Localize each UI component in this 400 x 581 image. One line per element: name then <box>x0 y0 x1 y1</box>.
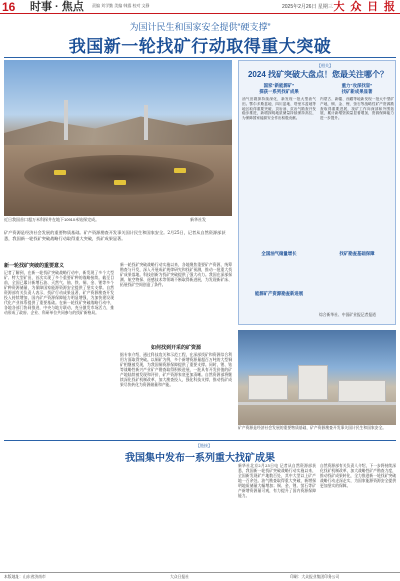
plant-photo <box>238 330 396 425</box>
sidebar-heading-3: 全国油气储量增长 <box>261 251 297 256</box>
photo-truck <box>114 180 126 185</box>
main-headline: 我国新一轮找矿行动取得重大突破 <box>68 37 332 56</box>
photo-truck <box>174 168 186 173</box>
newspaper-logo: 大 众 日 报 <box>333 0 396 13</box>
sidebar-box <box>238 60 396 325</box>
page-footer <box>0 572 400 581</box>
sidebar-title: 2024 找矿突破大盘点！您最关注哪个？ <box>247 70 389 79</box>
footer-mid: 大众日报社 <box>170 575 189 579</box>
photo-tower <box>144 105 148 140</box>
photo-tower <box>64 100 68 140</box>
col2-text: 新一轮找矿突破战略行动实施以来，各地聚焦重要矿产资源，统筹勘查与开发，深入开展成矿规律研究和找矿预测，推动一批重大找矿成果落地。科技创新为找矿突破提供了强大动力。我国在深部探测、航空物探、遥感技术等领域不断取得新进展，为发现新矿床、拓展找矿空间创造了条件。 <box>120 262 232 287</box>
bottom-text-left: 新华社北京2月25日电 记者从自然资源部获悉，我国新一轮找矿突破战略行动实施以来，全国新发现矿产地数百处，其中大型以上矿产地一百余处。油气勘查取得重大突破，新增探明地质储量大幅增加；铜、金、锂、萤石等矿产新增资源量可观，有力提升了国内资源保障能力。 <box>238 463 316 498</box>
issue-date: 2025年2月26日 星期三 <box>282 4 333 10</box>
sidebar-heading-2: 重力“攻深找盲” <box>341 83 373 88</box>
editors-line: 责编 刘学勤 美编 韩露 校对 文静 <box>92 3 150 8</box>
bottom-tag: 【链接】 <box>196 443 212 448</box>
footer-right: 印刷：大众报业集团印务公司 <box>290 575 340 579</box>
photo-mountains <box>4 115 232 145</box>
col2-subhead: 如何找到开采的矿资源 <box>150 345 201 351</box>
sidebar-heading-5: 能源矿产资源勘查新进展 <box>254 291 304 296</box>
photo-building <box>248 375 288 400</box>
lead-paragraph: 矿产资源是经济社会发展的重要物质基础。矿产资源勘查开发事关国计民生和国家安全。2月25日，记者从自然资源部获悉，我国新一轮找矿突破战略行动取得重大突破，找矿成果显著。 <box>4 230 226 241</box>
bottom-text-right: 自然资源部有关负责人介绍，下一步将持续深化找矿机制改革，加大战略性矿产勘查力度，推动找矿成果转化，全力推进新一轮找矿突破战略行动走深走实，为国家能源资源安全提供更加坚实的保障。 <box>320 463 396 488</box>
photo-building <box>298 365 328 400</box>
sidebar-tag: 【相关】 <box>317 63 333 68</box>
col2-text-2: 据专家介绍，通过科技攻关和示范工程，在深部找矿和资源综合利用方面取得突破。以铜矿为例，多个新增资源量超百万吨的大型铜矿相继被发现，为我国铜资源保障提供了重要支撑。同时，锂、钴等战略性新兴产业矿产勘查取得积极进展，一批具有开发价值的矿产地陆续被发现和评价，矿产资源家底更加清晰。自然资源部将继续深化找矿机制改革，加大勘查投入，强化科技支撑，推动找矿成果尽快转化为资源储量和产能。 <box>120 352 232 387</box>
footer-left: 本版地址：山东省济南市 <box>4 575 46 579</box>
photo-building <box>338 380 386 402</box>
bottom-rule <box>4 440 396 441</box>
sidebar-heading-1: 国家“新能源矿” <box>263 83 295 88</box>
section-title: 时事 · 焦点 <box>30 1 84 13</box>
plant-photo-caption: 矿产资源是经济社会发展的重要物质基础，矿产资源勘查开发事关国计民生和国家安全。 <box>238 426 387 430</box>
sidebar-text-right: 内蒙古、新疆、西藏等地新发现一批大中型矿产地，铜、金、锂、萤石等战略性矿产资源勘查取得重要进展，找矿工作向深部和外围拓展，累计新增资源量显著增加，资源保障能力进一步提升。 <box>320 97 394 121</box>
sidebar-heading-1b: 探获一系列找矿成果 <box>259 89 299 94</box>
bottom-headline: 我国集中发布一系列重大找矿成果 <box>125 453 275 464</box>
kicker-line: 为国计民生和国家安全提供“硬支撑” <box>129 22 271 32</box>
sidebar-heading-2b: 找矿新成果显著 <box>341 89 373 94</box>
page-header <box>0 0 400 14</box>
photo-pipe <box>238 402 396 405</box>
headline-rule <box>4 57 396 58</box>
col1-text: 记者了解到，在新一轮找矿突破战略行动中，新发现了多个大型矿、特大型矿田，首次实现了多个重要矿种的战略接续。截至目前，全国已累计新增石油、天然气、铀、铁、铜、金、锂等多个矿种资源储量，为保障国家能源资源安全提供了坚实支撑。自然资源部有关负责人表示，找矿行动成果显著，矿产资源勘查开发投入持续增加，国内矿产资源保障能力明显增强，为加快建设现代化产业体系提供了重要基础。在新一轮找矿突破战略行动中，各地各部门协同推进，中央与地方联动，充分激发市场活力，推动形成了政府、企业、科研单位共同参与的找矿新格局。 <box>4 270 114 315</box>
sidebar-text-left: 油气田勘探持续深化，新发现一批大型油气田。鄂尔多斯盆地、四川盆地、塔里木盆地等地区取得重要突破，页岩油、页岩气勘查开发稳步推进，新增探明地质储量持续保持高位，为保障国家能源安全作出积极贡献。 <box>242 97 316 121</box>
photo-credit: 新华社发 <box>190 217 206 222</box>
sidebar-heading-4: 找矿勘查基础保障 <box>339 251 375 256</box>
mine-photo <box>4 60 232 216</box>
page-number: 16 <box>2 0 16 14</box>
sidebar-note: 综合新华社、中国矿业报记者报道 <box>319 313 376 317</box>
photo-caption: 近日我国首口超万米科探井在地下10910米钻探完成。 <box>4 217 100 222</box>
photo-open-pit <box>24 155 214 195</box>
col1-subhead: 新一轮找矿突破的重要意义 <box>4 263 65 269</box>
photo-truck <box>54 170 66 175</box>
